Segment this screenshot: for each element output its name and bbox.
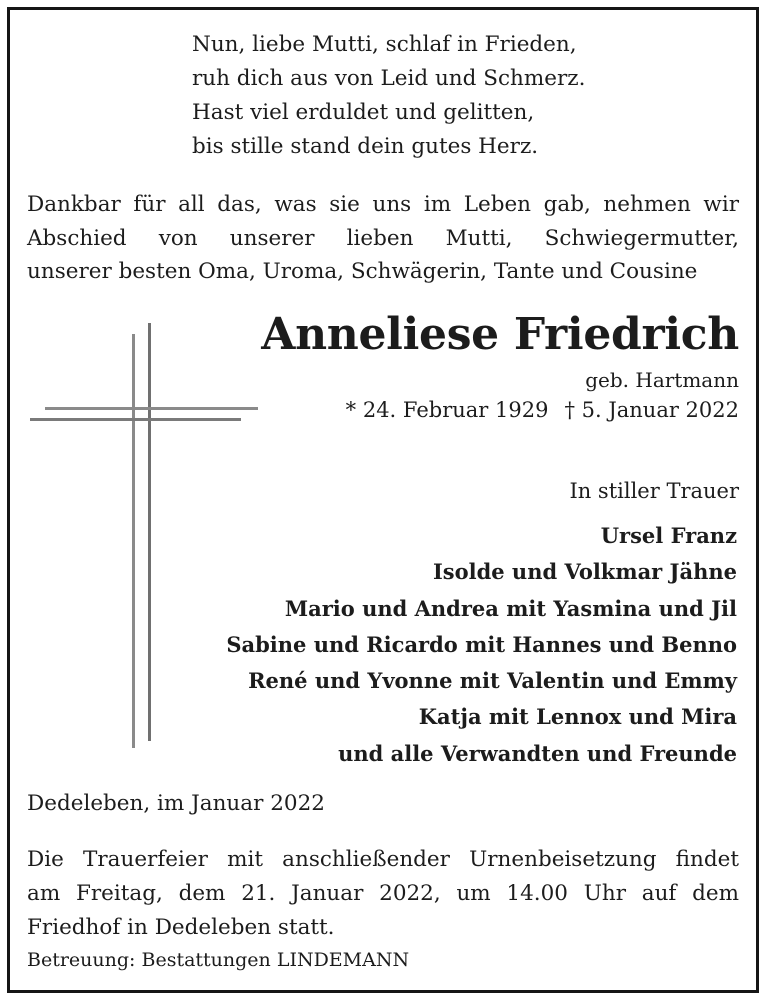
- poem: [192, 28, 585, 164]
- poem-line: bis stille stand dein gutes Herz.: [192, 134, 539, 159]
- intro-line: Dankbar für all das, was sie uns im Leben gab, nehmen wir: [27, 192, 739, 217]
- mourner-name: Mario und Andrea mit Yasmina und Jil: [284, 595, 737, 621]
- ceremony-line: am Freitag, dem 21. Januar 2022, um 14.00 Uhr auf dem: [27, 881, 739, 906]
- mourner-name: und alle Verwandten und Freunde: [338, 740, 737, 766]
- birth-date: * 24. Februar 1929: [345, 398, 549, 422]
- death-date: † 5. Januar 2022: [564, 398, 739, 422]
- mourning-heading: In stiller Trauer: [569, 479, 739, 503]
- intro-line: Abschied von unserer lieben Mutti, Schwiegermutter,: [27, 225, 739, 251]
- mourners-list: [226, 518, 737, 772]
- life-dates: [346, 396, 739, 425]
- undertaker-line: Betreuung: Bestattungen LINDEMANN: [27, 949, 410, 971]
- maiden-name: geb. Hartmann: [585, 368, 739, 392]
- poem-line: ruh dich aus von Leid und Schmerz.: [192, 66, 586, 91]
- ceremony-info: [27, 843, 739, 945]
- intro-text: [27, 188, 739, 289]
- mourner-name: Katja mit Lennox und Mira: [418, 704, 737, 730]
- place-date: Dedeleben, im Januar 2022: [27, 791, 325, 816]
- poem-line: Hast viel erduldet und gelitten,: [192, 100, 535, 125]
- mourner-name: René und Yvonne mit Valentin und Emmy: [248, 668, 737, 694]
- ceremony-line: Friedhof in Dedeleben statt.: [27, 915, 335, 940]
- mourner-name: Sabine und Ricardo mit Hannes und Benno: [226, 631, 737, 657]
- mourner-name: Ursel Franz: [600, 523, 737, 548]
- ceremony-line: Die Trauerfeier mit anschließender Urnenbeisetzung findet: [27, 847, 739, 872]
- poem-line: Nun, liebe Mutti, schlaf in Frieden,: [192, 32, 577, 57]
- intro-line: unserer besten Oma, Uroma, Schwägerin, Tante und Cousine: [27, 259, 698, 284]
- deceased-name: Anneliese Friedrich: [261, 309, 739, 360]
- mourner-name: Isolde und Volkmar Jähne: [432, 559, 737, 585]
